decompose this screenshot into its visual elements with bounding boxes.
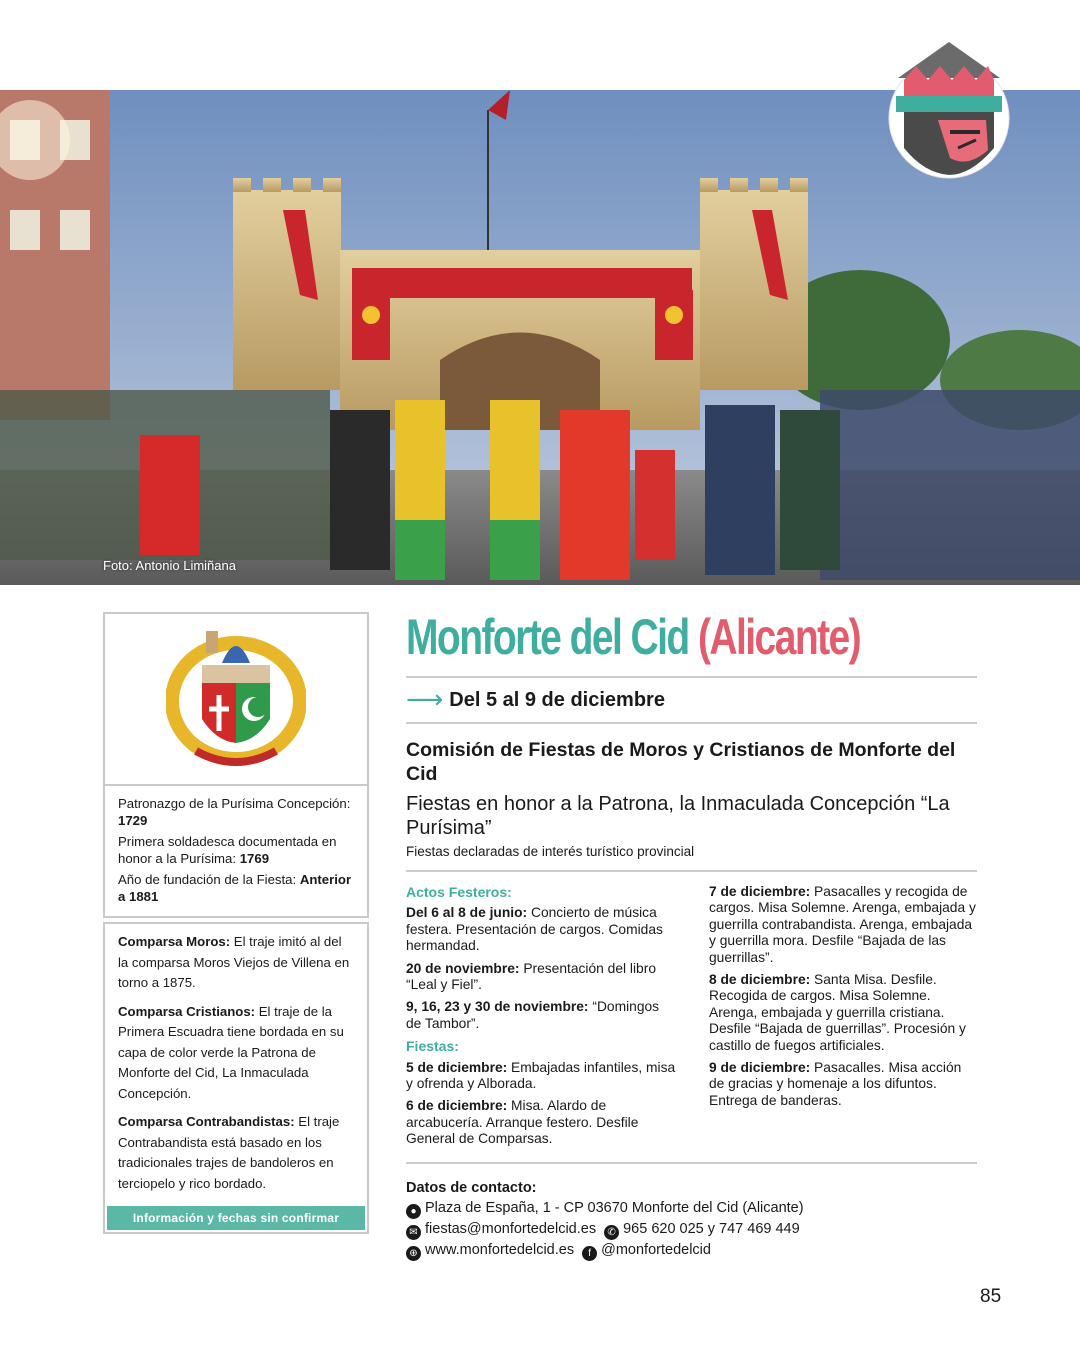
- comparsa-item: Comparsa Cristianos: El traje de la Primera Escuadra tiene bordada en su capa de color verde la Patrona de Monforte del Cid, La Inmaculada Concepción.: [118, 1003, 344, 1101]
- notice-wrapper: [103, 1206, 369, 1234]
- page-number: 85: [980, 1286, 1002, 1307]
- event-item: 7 de diciembre: Pasacalles y recogida de cargos. Misa Solemne. Arenga, embajada y guerrilla contrabandista. Arenga, embajada y guerrilla mora. Desfile “Bajada de las guerrillas”.: [709, 884, 976, 965]
- organizer: Comisión de Fiestas de Moros y Cristianos de Monforte del Cid: [406, 739, 956, 785]
- page-title: [406, 606, 861, 668]
- association-crest-icon: [166, 623, 306, 775]
- event-item: 9 de diciembre: Pasacalles. Misa acción de gracias y homenaje a los difuntos. Entrega de banderas.: [709, 1060, 962, 1108]
- address: Plaza de España, 1 - CP 03670 Monforte del Cid (Alicante): [425, 1200, 804, 1217]
- honor-text: Fiestas en honor a la Patrona, la Inmaculada Concepción “La Purísima”: [406, 793, 950, 839]
- fact-item: Primera soldadesca documentada en honor a la Purísima: 1769: [118, 834, 337, 866]
- declared-interest: Fiestas declaradas de interés turístico provincial: [406, 844, 695, 859]
- website-link[interactable]: www.monfortedelcid.es: [425, 1242, 575, 1259]
- events-column-right: [709, 884, 977, 1154]
- facebook-link[interactable]: @monfortedelcid: [601, 1242, 711, 1259]
- facebook-icon: f: [582, 1246, 597, 1261]
- actos-heading: Actos Festeros:: [406, 884, 512, 900]
- event-item: 5 de diciembre: Embajadas infantiles, misa y ofrenda y Alborada.: [406, 1059, 676, 1092]
- event-item: 6 de diciembre: Misa. Alardo de arcabucería. Arranque festero. Desfile General de Comparsas.: [406, 1098, 639, 1147]
- phone-icon: ✆: [604, 1225, 619, 1240]
- photo-credit: Foto: Antonio Limiñana: [103, 558, 236, 573]
- contact-info: [406, 1178, 977, 1262]
- comparsa-item: Comparsa Contrabandistas: El traje Contrabandista está basado en los tradicionales trajes de bandoleros en terciopelo y rico bordado.: [118, 1114, 340, 1191]
- phone[interactable]: 965 620 025 y 747 469 449: [623, 1221, 800, 1238]
- contact-heading: Datos de contacto:: [406, 1179, 537, 1196]
- event-item: 8 de diciembre: Santa Misa. Desfile. Recogida de cargos. Misa Solemne. Arenga, embajada y guerrilla cristiana. Desfile “Bajada de guerrillas”. Procesión y castillo de fuegos artificiales.: [709, 972, 966, 1053]
- festival-dates: [406, 678, 977, 722]
- unconfirmed-notice: Información y fechas sin confirmar: [107, 1206, 365, 1230]
- location-pin-icon: ●: [406, 1204, 421, 1219]
- dates-text: Del 5 al 9 de diciembre: [449, 688, 665, 711]
- email-link[interactable]: fiestas@monfortedelcid.es: [425, 1221, 597, 1238]
- web-line: [406, 1240, 977, 1261]
- event-item: 9, 16, 23 y 30 de noviembre: “Domingos de Tambor”.: [406, 999, 660, 1031]
- title-place: Monforte del Cid: [406, 609, 689, 665]
- events-section: [406, 884, 977, 1154]
- info-sidebar: [103, 612, 369, 1234]
- fact-item: Patronazgo de la Purísima Concepción: 1729: [118, 796, 351, 828]
- comparsas-list: [103, 922, 369, 1206]
- divider: [406, 1162, 977, 1164]
- email-icon: ✉: [406, 1225, 421, 1240]
- association-logo-box: [103, 612, 369, 786]
- event-item: 20 de noviembre: Presentación del libro “Leal y Fiel”.: [406, 960, 656, 993]
- event-item: Del 6 al 8 de junio: Concierto de música festera. Presentación de cargos. Comidas hermandad.: [406, 905, 663, 954]
- comparsa-item: Comparsa Moros: El traje imitó al del la comparsa Moros Viejos de Villena en torno a 1875.: [118, 934, 350, 990]
- main-content: [406, 606, 977, 1261]
- divider: [406, 870, 977, 872]
- events-column-left: [406, 884, 678, 1154]
- arrow-right-icon: ⟶: [406, 685, 444, 715]
- fiestas-heading: Fiestas:: [406, 1038, 459, 1055]
- divider: [406, 722, 977, 724]
- moorish-king-icon: [876, 40, 1022, 180]
- fact-item: Año de fundación de la Fiesta: Anterior a 1881: [118, 872, 352, 904]
- title-region: (Alicante): [697, 609, 861, 665]
- address-line: [406, 1198, 977, 1219]
- email-phone-line: [406, 1219, 977, 1240]
- mascot-badge: [876, 40, 1022, 180]
- globe-icon: ⊕: [406, 1246, 421, 1261]
- history-facts: [103, 786, 369, 918]
